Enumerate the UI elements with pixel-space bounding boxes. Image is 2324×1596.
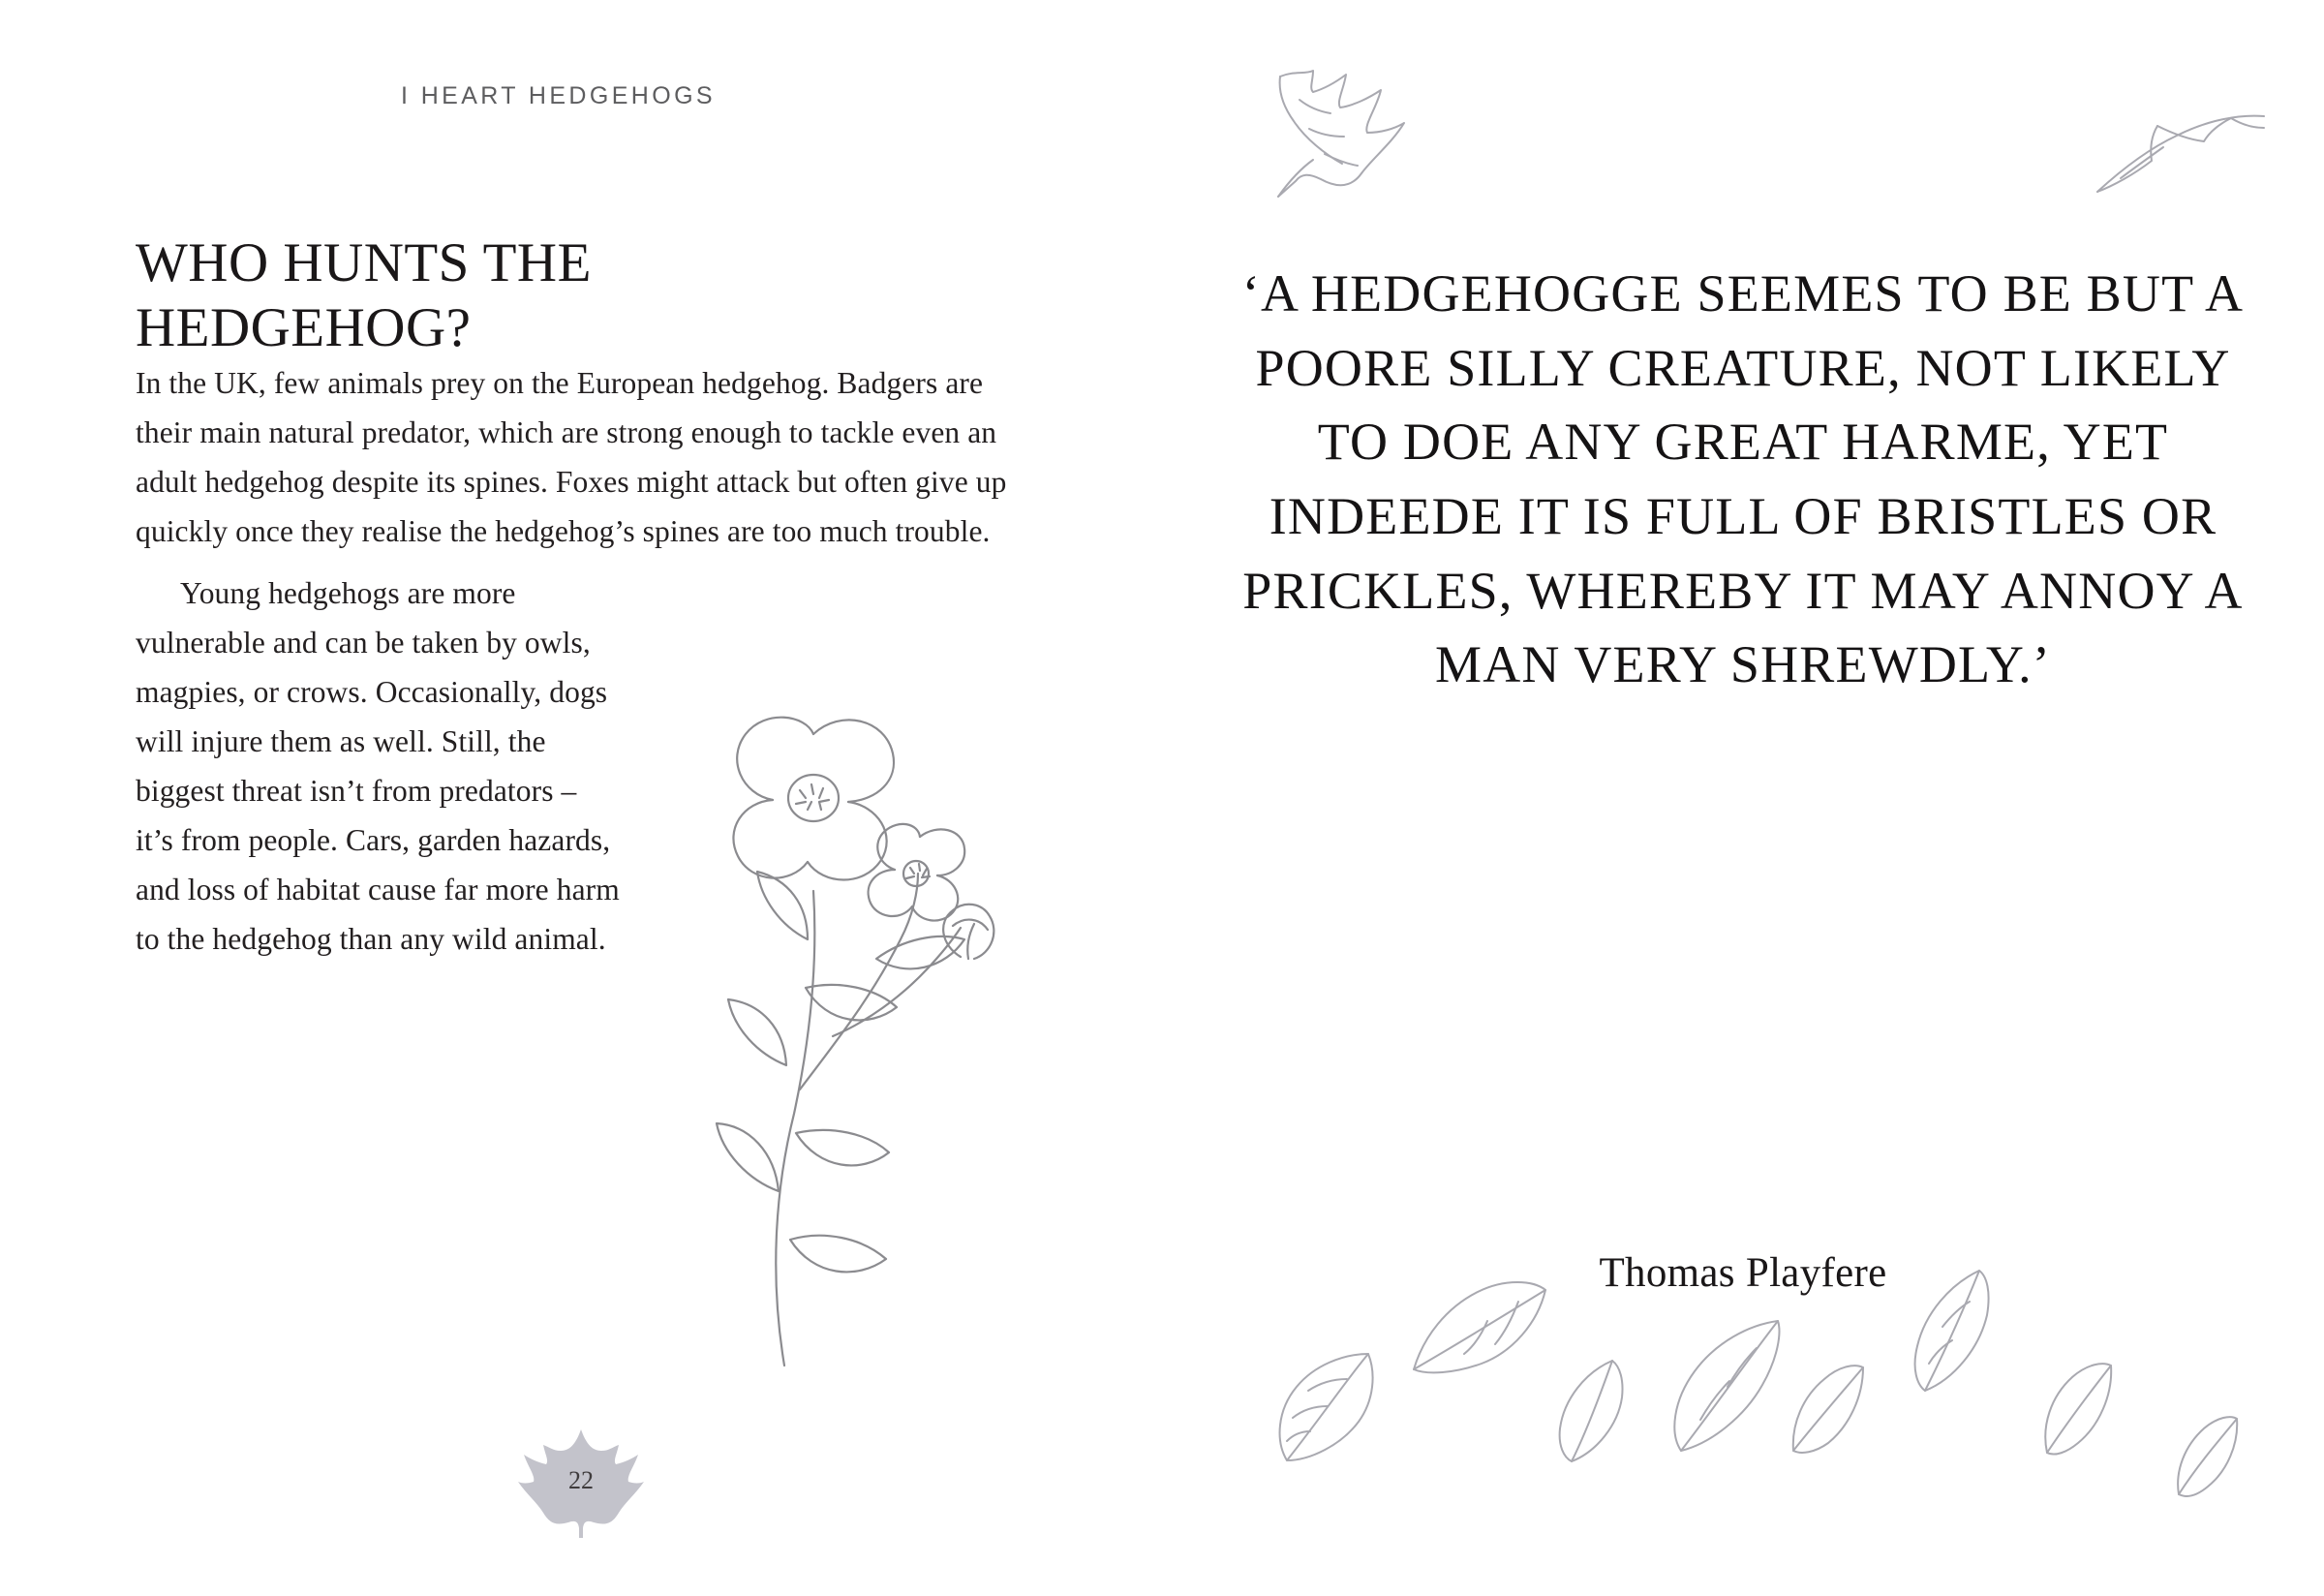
quote-attribution: Thomas Playfere	[1599, 1250, 1887, 1296]
page-title: WHO HUNTS THE HEDGEHOG?	[136, 232, 592, 359]
maple-leaf-icon	[1249, 53, 1433, 208]
curved-leaf-icon	[1656, 1307, 1791, 1462]
leaf-icon	[1898, 1259, 2004, 1395]
paragraph: In the UK, few animals prey on the European hedgehog. Badgers are their main natural predator, which are strong enough to tackle even an adult hedgehog despite its spines. Foxes might attack but often give up quickly once they realise the hedgehog’s spines are too much trouble.	[136, 366, 1007, 549]
right-page	[1162, 0, 2324, 1596]
flower-illustration	[678, 649, 1046, 1375]
pull-quote: ‘A HEDGEHOGGE SEEMES TO BE BUT A POORE SILLY CREATURE, NOT LIKELY TO DOE ANY GREAT HARME, YET INDEEDE IT IS FULL OF BRISTLES OR PRICKLES, WHEREBY IT MAY ANNOY A MAN VERY SHREWDLY.’	[1241, 264, 2245, 694]
small-leaf-icon	[1544, 1351, 1641, 1467]
small-leaf-icon	[1782, 1356, 1869, 1462]
running-head: I HEART HEDGEHOGS	[401, 82, 716, 109]
page-number-leaf	[518, 1424, 644, 1540]
page-number: 22	[568, 1466, 594, 1494]
small-leaf-icon	[2169, 1409, 2247, 1506]
leaf-icon	[1404, 1269, 1549, 1385]
small-leaf-icon	[2034, 1356, 2121, 1462]
feather-leaf-icon	[2092, 107, 2276, 213]
paragraph: Young hedgehogs are more vulnerable and can be taken by owls, magpies, or crows. Occasionally, dogs will injure them as well. Still, the biggest threat isn’t from predators – it’s from people. Cars, garden hazards, and loss of habitat cause far more harm to the hedgehog than any wild animal.	[136, 576, 620, 957]
leaf-icon	[1254, 1336, 1390, 1482]
